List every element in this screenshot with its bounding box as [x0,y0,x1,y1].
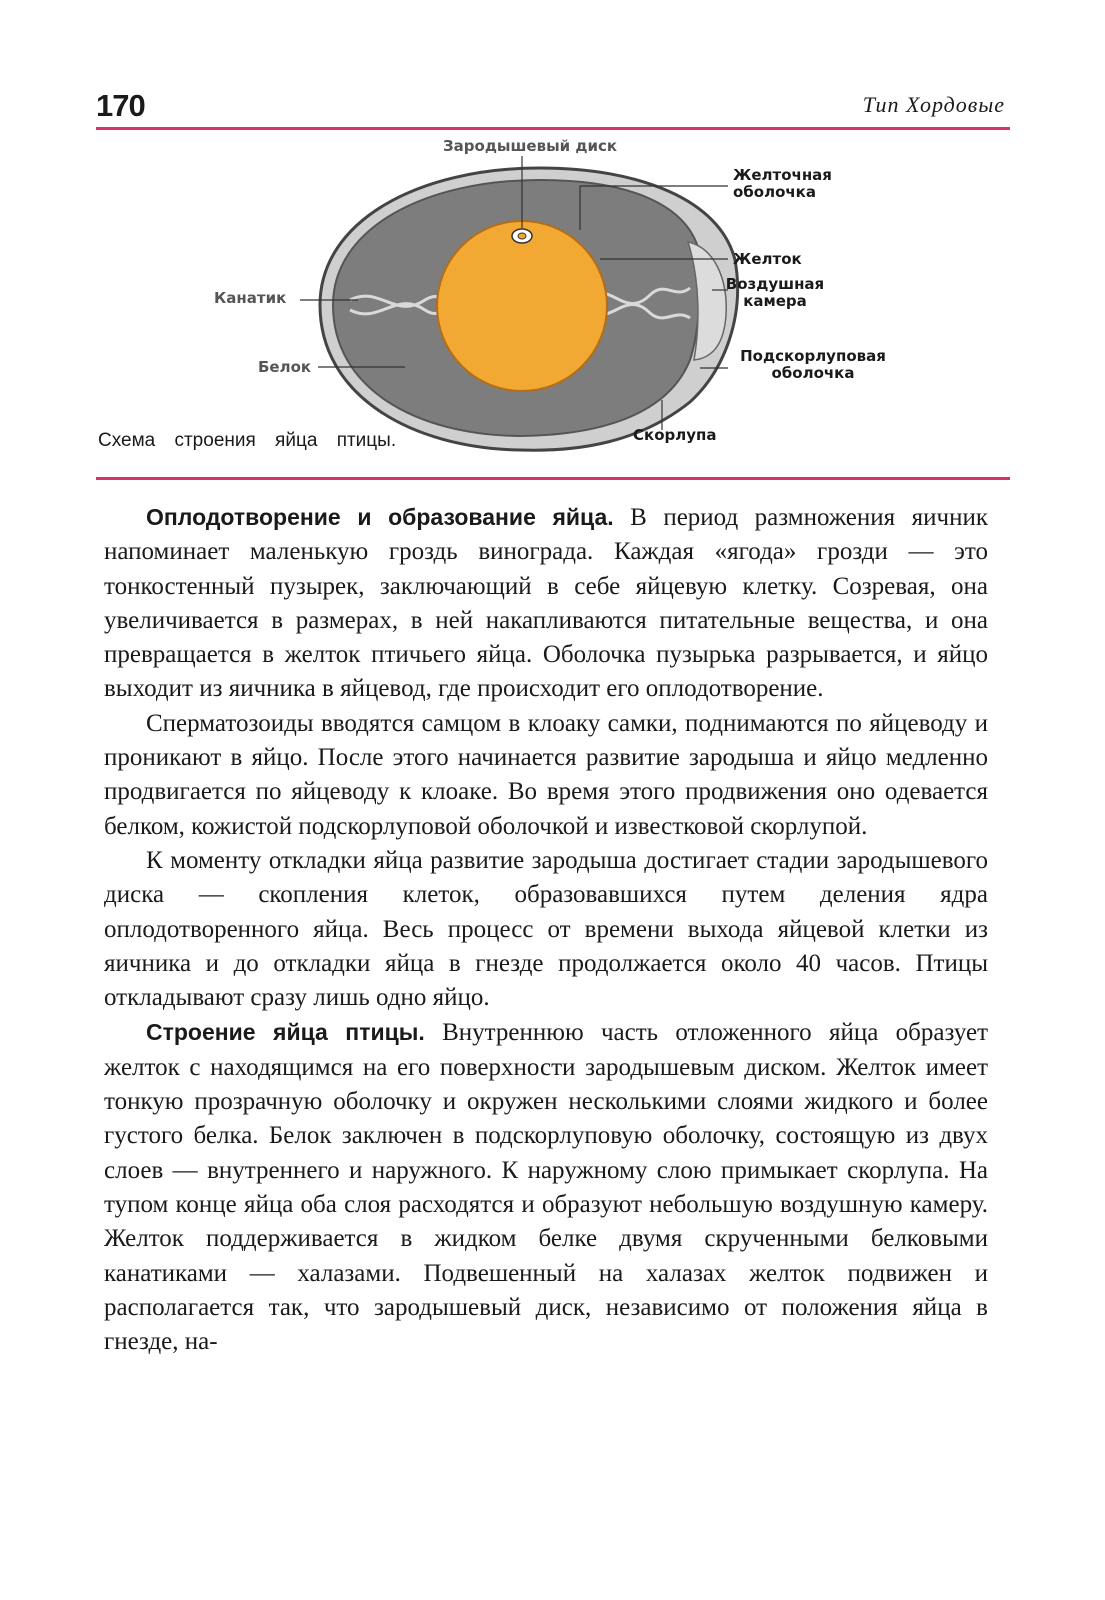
body-text [104,500,988,1359]
paragraph [104,1015,988,1359]
page-number: 170 [96,88,145,123]
paragraph-text: В период размножения яичник напоминает маленькую гроздь винограда. Каждая «ягода» грозди — это тонкостенный пузырек, заключающий в себе яйцевую клетку. Созревая, она увеличивается в размерах, в ней накапливаются питательные вещества, и она превращается в желток птичьего яйца. Оболочка пузырька разрывается, и яйцо выходит из яичника в яйцевод, где происходит его оплодотворение. [104,504,989,703]
paragraph: К моменту откладки яйца развитие зародыша достигает стадии зародышевого диска — скопления клеток, образовавшихся путем деления ядра оплодотворенного яйца. Весь процесс от времени выхода яйцевой клетки из яичника и до откладки яйца в гнезде продолжается около 40 часов. Птицы откладывают сразу лишь одно яйцо. [104,846,988,1012]
label-yolk: Желток [733,250,802,268]
label-shell: Скорлупа [633,426,717,444]
label-germinal-disc: Зародышевый диск [443,137,618,155]
paragraph-text: Внутреннюю часть отложенного яйца образует желток с находящимся на его поверхности зародышевым диском. Желток имеет тонкую прозрачную оболочку и окружен несколькими слоями жидкого и более густого белка. Белок заключен в подскорлуповую оболочку, состоящую из двух слоев — внутреннего и наружного. К наружному слою примыкает скорлупа. На тупом конце яйца оба слоя расходятся и образуют небольшую воздушную камеру. Желток поддерживается в жидком белке двумя скрученными белковыми канатиками — халазами. Подвешенный на халазах желток подвижен и располагается так, что зародышевый диск, независимо от положения яйца в гнезде, на- [104,1019,989,1356]
label-albumen: Белок [258,358,312,376]
label-shell-membrane: Подскорлуповая оболочка [740,347,886,382]
germinal-disc-core [518,233,526,239]
label-vitelline-membrane: Желточная оболочка [733,166,832,201]
paragraph: Сперматозоиды вводятся самцом в клоаку самки, поднимаются по яйцеводу и проникают в яйцо. После этого начинается развитие зародыша и яйцо медленно продвигается по яйцеводу к клоаке. Во время этого продвижения оно одевается белком, кожистой подскорлуповой оболочкой и известковой скорлупой. [104,709,988,840]
section-heading: Строение яйца птицы. [146,1019,425,1046]
label-chalaza: Канатик [214,289,287,307]
egg-figure [0,130,1105,475]
bottom-rule [96,477,1010,480]
figure-caption: Схема строения яйца птицы. [98,430,397,451]
yolk [437,221,607,391]
section-heading: Оплодотворение и образование яйца. [146,504,614,530]
running-title: Тип Хордовые [862,92,1005,117]
label-air-cell: Воздушная камера [725,275,825,310]
paragraph [104,500,988,707]
egg-diagram [0,130,1105,475]
